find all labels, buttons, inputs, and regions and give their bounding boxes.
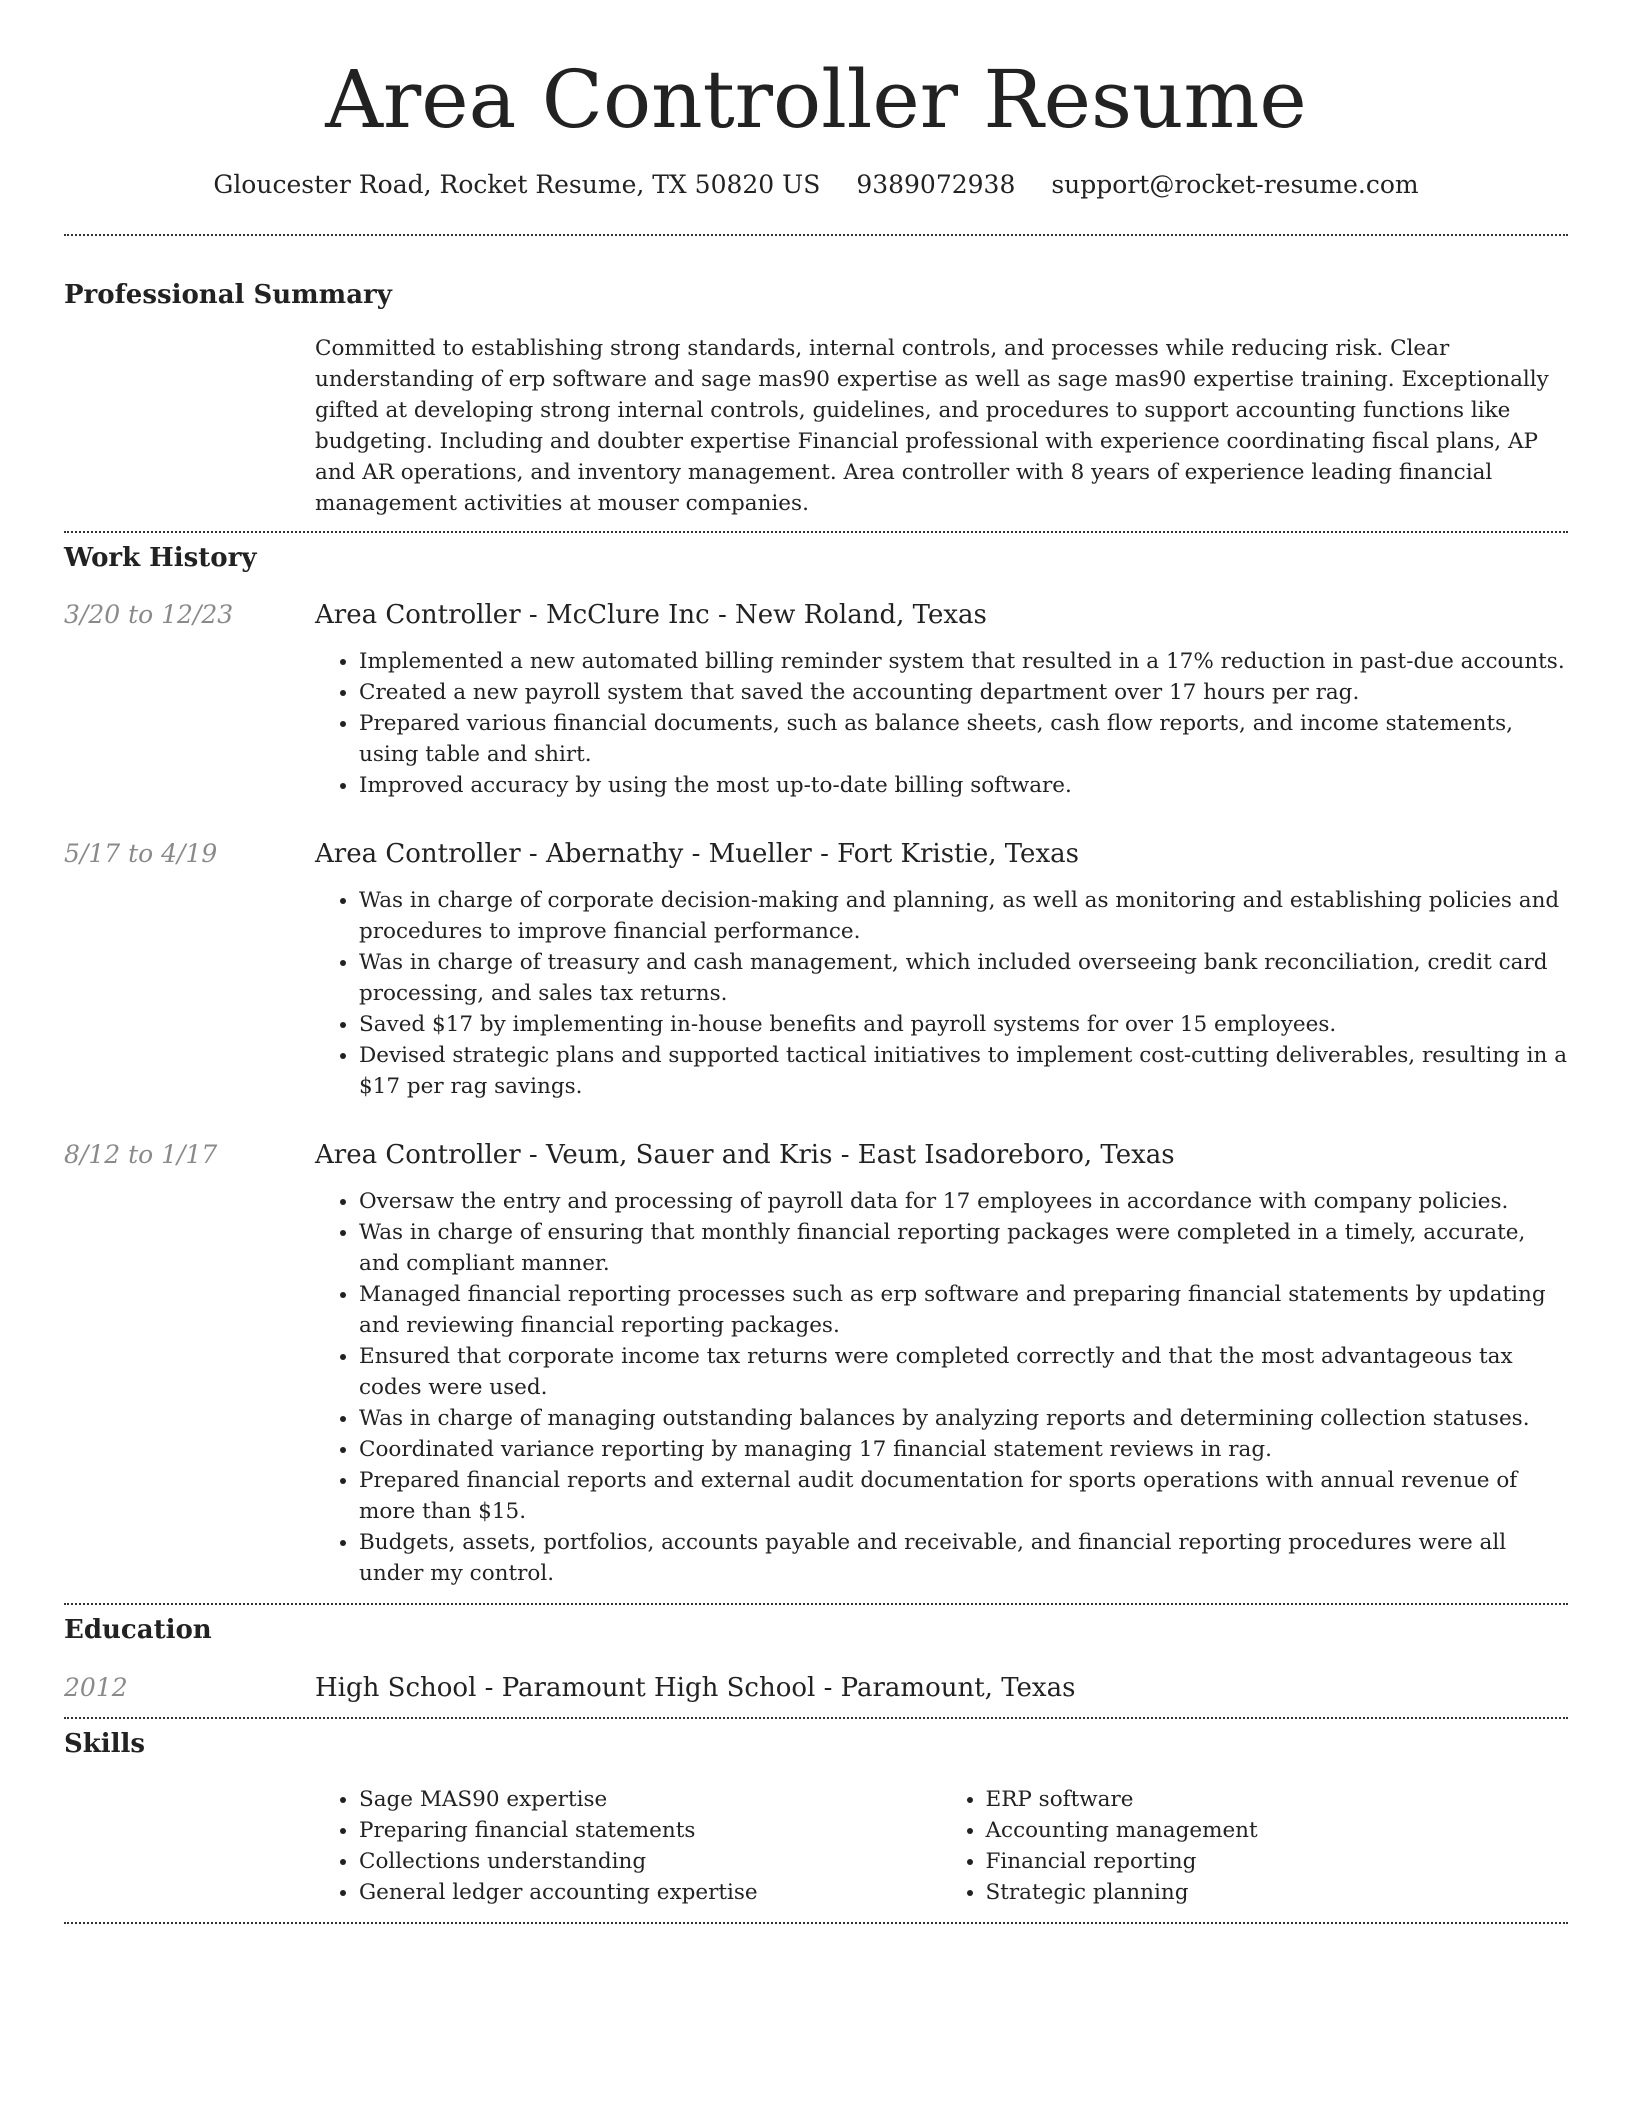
- contact-email: support@rocket-resume.com: [1051, 170, 1419, 199]
- job-entry: [64, 598, 1568, 801]
- list-item: • Improved accuracy by using the most up-to-date billing software.: [359, 770, 1568, 801]
- divider: [64, 1922, 1568, 1924]
- list-item: • Was in charge of corporate decision-making and planning, as well as monitoring and establishing policies and procedures to improve financial performance.: [359, 885, 1568, 947]
- job-body: [315, 1138, 1568, 1589]
- skills-column-right: [942, 1784, 1569, 1908]
- contact-address: Gloucester Road, Rocket Resume, TX 50820 US: [213, 170, 821, 199]
- list-item: • Ensured that corporate income tax returns were completed correctly and that the most advantageous tax codes were used.: [359, 1341, 1568, 1403]
- education-heading: High School - Paramount High School - Paramount, Texas: [315, 1672, 1076, 1703]
- list-item: • Was in charge of ensuring that monthly financial reporting packages were completed in a timely, accurate, and compliant manner.: [359, 1217, 1568, 1279]
- job-heading: Area Controller - Abernathy - Mueller - Fort Kristie, Texas: [315, 839, 1079, 870]
- list-item: • Created a new payroll system that saved the accounting department over 17 hours per rag.: [359, 677, 1568, 708]
- job-body: [315, 837, 1568, 1102]
- job-body: [315, 598, 1568, 801]
- list-item: • Coordinated variance reporting by managing 17 financial statement reviews in rag.: [359, 1434, 1568, 1465]
- education-body: [315, 1671, 1568, 1705]
- list-item: • Was in charge of managing outstanding balances by analyzing reports and determining collection statuses.: [359, 1403, 1568, 1434]
- contact-phone: 9389072938: [856, 170, 1016, 199]
- skill-item: • Financial reporting: [986, 1846, 1569, 1877]
- job-date: 5/17 to 4/19: [64, 839, 218, 869]
- education-section-title: Education: [64, 1615, 212, 1646]
- skill-item: • Accounting management: [986, 1815, 1569, 1846]
- divider: [64, 1717, 1568, 1719]
- list-item: • Prepared various financial documents, such as balance sheets, cash flow reports, and income statements, using table and shirt.: [359, 708, 1568, 770]
- skill-item: • Collections understanding: [359, 1846, 942, 1877]
- job-bullets: [315, 1186, 1568, 1589]
- job-heading: Area Controller - McClure Inc - New Roland, Texas: [315, 600, 987, 631]
- list-item: • Prepared financial reports and external audit documentation for sports operations with annual revenue of more than $15.: [359, 1465, 1568, 1527]
- job-bullets: [315, 885, 1568, 1102]
- list-item: • Oversaw the entry and processing of payroll data for 17 employees in accordance with company policies.: [359, 1186, 1568, 1217]
- job-heading: Area Controller - Veum, Sauer and Kris - East Isadoreboro, Texas: [315, 1140, 1175, 1171]
- job-bullets: [315, 646, 1568, 801]
- job-date: 3/20 to 12/23: [64, 600, 234, 630]
- divider: [64, 531, 1568, 533]
- contact-line: [64, 170, 1568, 200]
- page-title: Area Controller Resume: [325, 53, 1307, 146]
- skills-column-left: [315, 1784, 942, 1908]
- divider: [64, 234, 1568, 236]
- list-item: • Managed financial reporting processes such as erp software and preparing financial statements by updating and reviewing financial reporting packages.: [359, 1279, 1568, 1341]
- skills-section-title: Skills: [64, 1728, 146, 1759]
- list-item: • Devised strategic plans and supported tactical initiatives to implement cost-cutting deliverables, resulting in a $17 per rag savings.: [359, 1040, 1568, 1102]
- list-item: • Saved $17 by implementing in-house benefits and payroll systems for over 15 employees.: [359, 1009, 1568, 1040]
- list-item: • Budgets, assets, portfolios, accounts payable and receivable, and financial reporting procedures were all under my control.: [359, 1527, 1568, 1589]
- education-date: 2012: [64, 1672, 128, 1702]
- skill-item: • Sage MAS90 expertise: [359, 1784, 942, 1815]
- summary-text: Committed to establishing strong standards, internal controls, and processes while reducing risk. Clear understanding of erp software and sage mas90 expertise as well as sage mas90 expertise training. Exceptionally gifted at developing strong internal controls, guidelines, and procedures to support accounting functions like budgeting. Including and doubter expertise Financial professional with experience coordinating fiscal plans, AP and AR operations, and inventory management. Area controller with 8 years of experience leading financial management activities at mouser companies.: [315, 336, 1549, 517]
- summary-section-title: Professional Summary: [64, 280, 392, 310]
- skill-item: • Preparing financial statements: [359, 1815, 942, 1846]
- work-history-section-title: Work History: [64, 543, 257, 574]
- divider: [64, 1603, 1568, 1605]
- list-item: • Was in charge of treasury and cash management, which included overseeing bank reconciliation, credit card processing, and sales tax returns.: [359, 947, 1568, 1009]
- skill-item: • ERP software: [986, 1784, 1569, 1815]
- job-date: 8/12 to 1/17: [64, 1140, 218, 1170]
- skill-item: • General ledger accounting expertise: [359, 1877, 942, 1908]
- skill-item: • Strategic planning: [986, 1877, 1569, 1908]
- list-item: • Implemented a new automated billing reminder system that resulted in a 17% reduction in past-due accounts.: [359, 646, 1568, 677]
- job-entry: [64, 1138, 1568, 1589]
- job-entry: [64, 837, 1568, 1102]
- education-entry: [64, 1671, 1568, 1705]
- skills-list: [315, 1784, 1568, 1908]
